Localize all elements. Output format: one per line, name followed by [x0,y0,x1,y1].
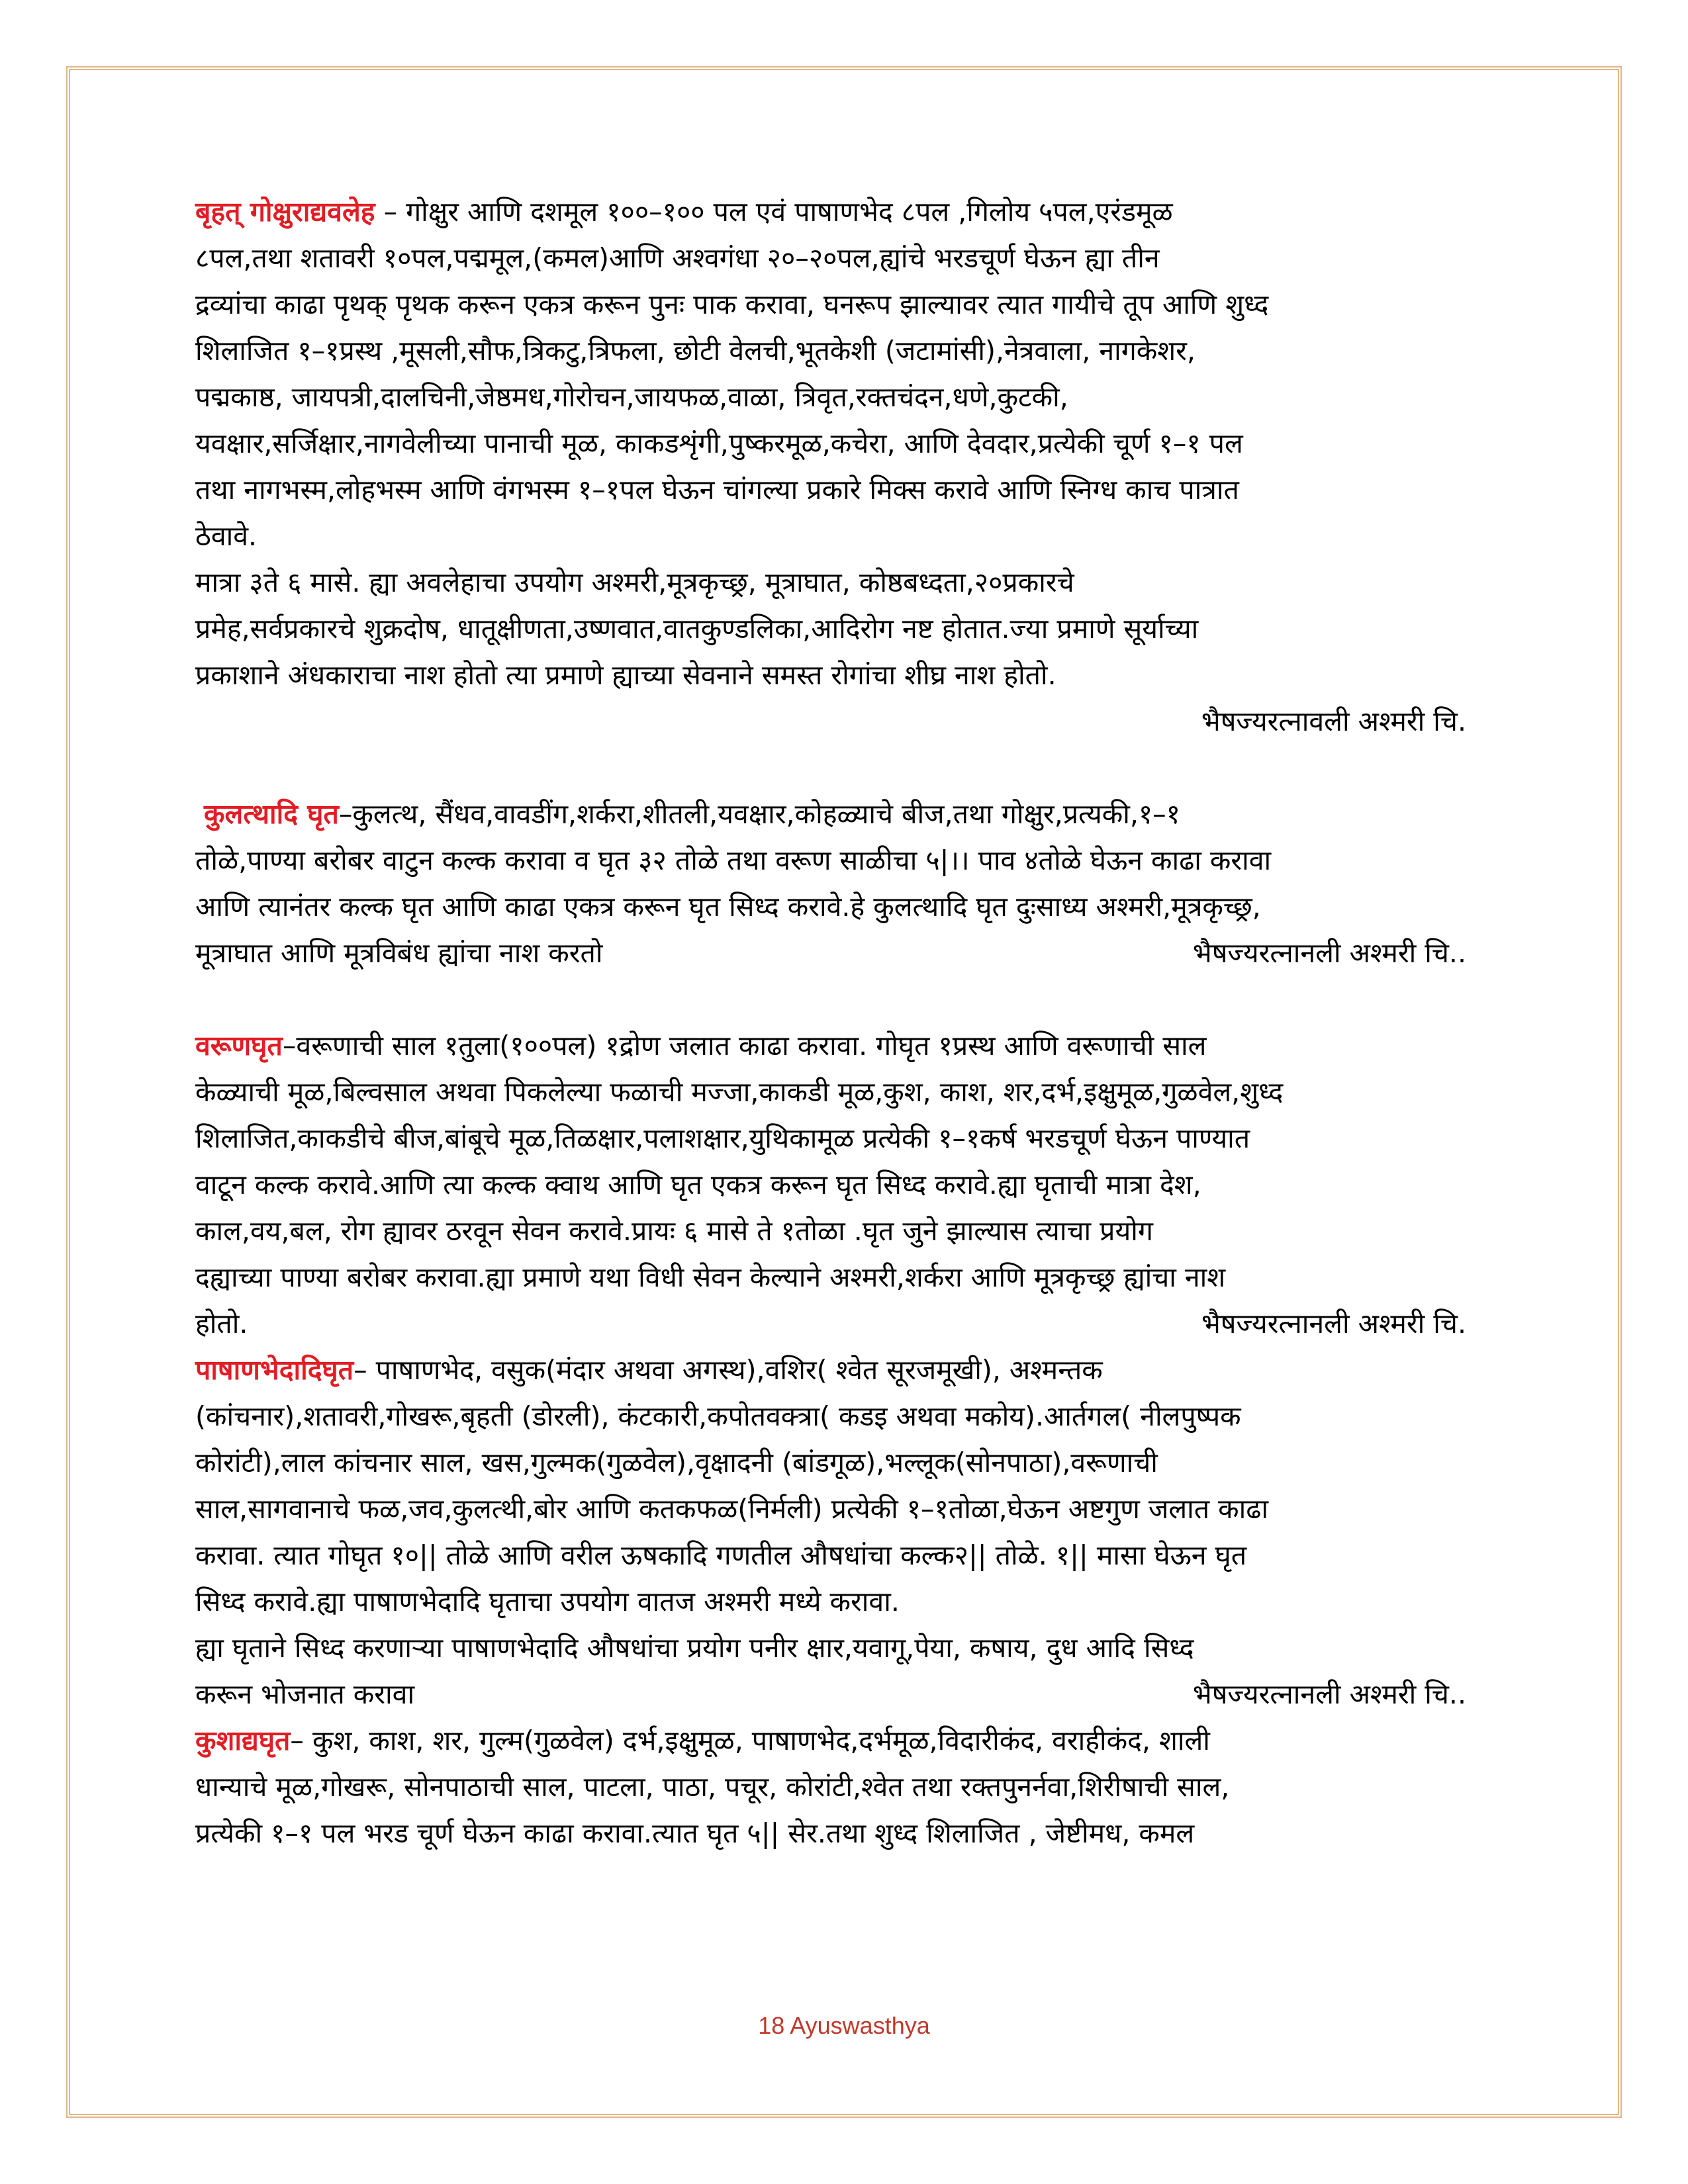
text-line: साल,सागवानाचे फळ,जव,कुलत्थी,बोर आणि कतकफळ(निर्मली) प्रत्येकी १–१तोळा,घेऊन अष्टगुण जलात काढा [195,1493,1268,1525]
text-line: कोरांटी),लाल कांचनार साल, खस,गुल्मक(गुळवेल),वृक्षादनी (बांडगूळ),भल्लूक(सोनपाठा),वरूणाची [195,1447,1158,1479]
text-line: मात्रा ३ते ६ मासे. ह्या अवलेहाचा उपयोग अश्मरी,मूत्रकृच्छ्र, मूत्राघात, कोष्ठबध्दता,२०प्रकारचे [195,567,1074,598]
text-line: धान्याचे मूळ,गोखरू, सोनपाठाची साल, पाटला, पाठा, पचूर, कोरांटी,श्वेत तथा रक्तपुनर्नवा,शिरीषाची साल, [195,1771,1230,1803]
section-pashanabhedadi-ghrita [195,1347,1493,1717]
section-heading: बृहत् गोक्षुराद्यवलेह [195,196,375,228]
text-line: प्रकाशाने अंधकाराचा नाश होतो त्या प्रमाणे ह्याच्या सेवनाने समस्त रोगांचा शीघ्र नाश होतो. [195,659,1056,691]
section-gap [195,745,1493,791]
section-heading: वरूणघृत [195,1030,283,1062]
source-citation: भैषज्यरत्नानली अश्मरी चि. [1201,1308,1466,1340]
text-line: आणि त्यानंतर कल्क घृत आणि काढा एकत्र करून घृत सिध्द करावे.हे कुलत्थादि घृत दुःसाध्य अश्मरी,मूत्रकृच्छ्र, [195,891,1261,923]
page-content [195,189,1493,1856]
text-line: यवक्षार,सर्जिक्षार,नागवेलीच्या पानाची मूळ, काकडशृंगी,पुष्करमूळ,कचेरा, आणि देवदार,प्रत्येकी चूर्ण १–१ पल [195,428,1243,459]
text-span: मूत्राघात आणि मूत्रविबंध ह्यांचा नाश करतो [195,937,603,969]
text-span: –वरूणाची साल १तुला(१००पल) १द्रोण जलात काढा करावा. गोघृत १प्रस्थ आणि वरूणाची साल [282,1030,1207,1062]
text-line [195,1717,1493,1764]
text-line [195,1347,1493,1393]
text-line [195,189,1493,235]
source-citation: भैषज्यरत्नानली अश्मरी चि.. [1192,1678,1466,1710]
text-line: प्रत्येकी १–१ पल भरड चूर्ण घेऊन काढा करावा.त्यात घृत ५|| सेर.तथा शुध्द शिलाजित , जेष्टीमध, कमल [195,1817,1195,1849]
text-span: – कुश, काश, शर, गुल्म(गुळवेल) दर्भ,इक्षुमूळ, पाषाणभेद,दर्भमूळ,विदारीकंद, वराहीकंद, शाली [290,1725,1210,1756]
text-line: वाटून कल्क करावे.आणि त्या कल्क क्वाथ आणि घृत एकत्र करून घृत सिध्द करावे.ह्या घृताची मात्रा देश, [195,1169,1201,1201]
text-line: ८पल,तथा शतावरी १०पल,पद्ममूल,(कमल)आणि अश्वगंधा २०–२०पल,ह्यांचे भरडचूर्ण घेऊन ह्या तीन [195,242,1160,274]
text-line: द्रव्यांचा काढा पृथक् पृथक करून एकत्र करून पुनः पाक करावा, घनरूप झाल्यावर त्यात गायीचे तूप आणि शुध्द [195,289,1269,320]
section-varunaghrita [195,1023,1493,1347]
text-line: शिलाजित १–१प्रस्थ ,मूसली,सौफ,त्रिकटु,त्रिफला, छोटी वेलची,भूतकेशी (जटामांसी),नेत्रवाला, नागकेशर, [195,335,1196,367]
section-heading: कुलत्थादि घृत [204,798,339,830]
text-line [195,791,1493,837]
text-line: प्रमेह,सर्वप्रकारचे शुक्रदोष, धातूक्षीणता,उष्णवात,वातकुण्डलिका,आदिरोग नष्ट होतात.ज्या प्रमाणे सूर्याच्या [195,613,1199,645]
text-line: केळ्याची मूळ,बिल्वसाल अथवा पिकलेल्या फळाची मज्जा,काकडी मूळ,कुश, काश, शर,दर्भ,इक्षुमूळ,गुळवेल,शुध्द [195,1076,1284,1108]
text-line [195,1671,1493,1717]
text-line [195,930,1493,976]
text-span: होतो. [195,1308,248,1340]
text-line: करावा. त्यात गोघृत १०|| तोळे आणि वरील ऊषकादि गणतील औषधांचा कल्क२|| तोळे. १|| मासा घेऊन घृत [195,1539,1247,1571]
section-brihat-gokshuradyavaleha [195,189,1493,745]
text-line: (कांचनार),शतावरी,गोखरू,बृहती (डोरली), कंटकारी,कपोतवक्त्रा( कडइ अथवा मकोय).आर्तगल( नीलपुष्पक [195,1400,1241,1432]
section-gap [195,976,1493,1023]
text-line: काल,वय,बल, रोग ह्यावर ठरवून सेवन करावे.प्रायः ६ मासे ते १तोळा .घृत जुने झाल्यास त्याचा प्रयोग [195,1215,1153,1247]
section-heading: कुशाद्यघृत [195,1725,291,1756]
text-line [195,1300,1493,1347]
text-span: –कुलत्थ, सैंधव,वावडींग,शर्करा,शीतली,यवक्षार,कोहळ्याचे बीज,तथा गोक्षुर,प्रत्यकी,१–१ [338,798,1181,830]
text-line: ठेवावे. [195,520,258,552]
text-line: दह्याच्या पाण्या बरोबर करावा.ह्या प्रमाणे यथा विधी सेवन केल्याने अश्मरी,शर्करा आणि मूत्रकृच्छ्र ह्यांचा नाश [195,1261,1226,1293]
text-line: तोळे,पाण्या बरोबर वाटुन कल्क करावा व घृत ३२ तोळे तथा वरूण साळीचा ५|।। पाव ४तोळे घेऊन काढा करावा [195,844,1272,876]
text-span: – पाषाणभेद, वसुक(मंदार अथवा अगस्थ),वशिर( श्वेत सूरजमूखी), अश्मन्तक [353,1354,1103,1386]
text-line: शिलाजित,काकडीचे बीज,बांबूचे मूळ,तिळक्षार,पलाशक्षार,युथिकामूळ प्रत्येकी १–१कर्ष भरडचूर्ण घेऊन पाण्यात [195,1122,1250,1154]
page-footer: 18 Ayuswasthya [758,2012,930,2039]
source-citation: भैषज्यरत्नानली अश्मरी चि.. [1192,937,1466,969]
text-span: करून भोजनात करावा [195,1678,415,1710]
source-citation: भैषज्यरत्नावली अश्मरी चि. [1201,705,1466,737]
text-line: पद्मकाष्ठ, जायपत्री,दालचिनी,जेष्ठमध,गोरोचन,जायफळ,वाळा, त्रिवृत,रक्तचंदन,धणे,कुटकी, [195,381,1068,413]
text-line: ह्या घृताने सिध्द करणाऱ्या पाषाणभेदादि औषधांचा प्रयोग पनीर क्षार,यवागू,पेया, कषाय, दुध आदि सिध्द [195,1632,1194,1664]
section-heading: पाषाणभेदादिघृत [195,1354,354,1386]
section-kushadya-ghrita [195,1717,1493,1856]
text-line: तथा नागभस्म,लोहभस्म आणि वंगभस्म १–१पल घेऊन चांगल्या प्रकारे मिक्स करावे आणि स्निग्ध काच पात्रात [195,474,1239,506]
text-span: – गोक्षुर आणि दशमूल १००–१०० पल एवं पाषाणभेद ८पल ,गिलोय ५पल,एरंडमूळ [383,196,1173,228]
text-line [195,1023,1493,1069]
section-kulatthadi-ghrita [195,791,1493,976]
text-line: सिध्द करावे.ह्या पाषाणभेदादि घृताचा उपयोग वातज अश्मरी मध्ये करावा. [195,1586,900,1617]
